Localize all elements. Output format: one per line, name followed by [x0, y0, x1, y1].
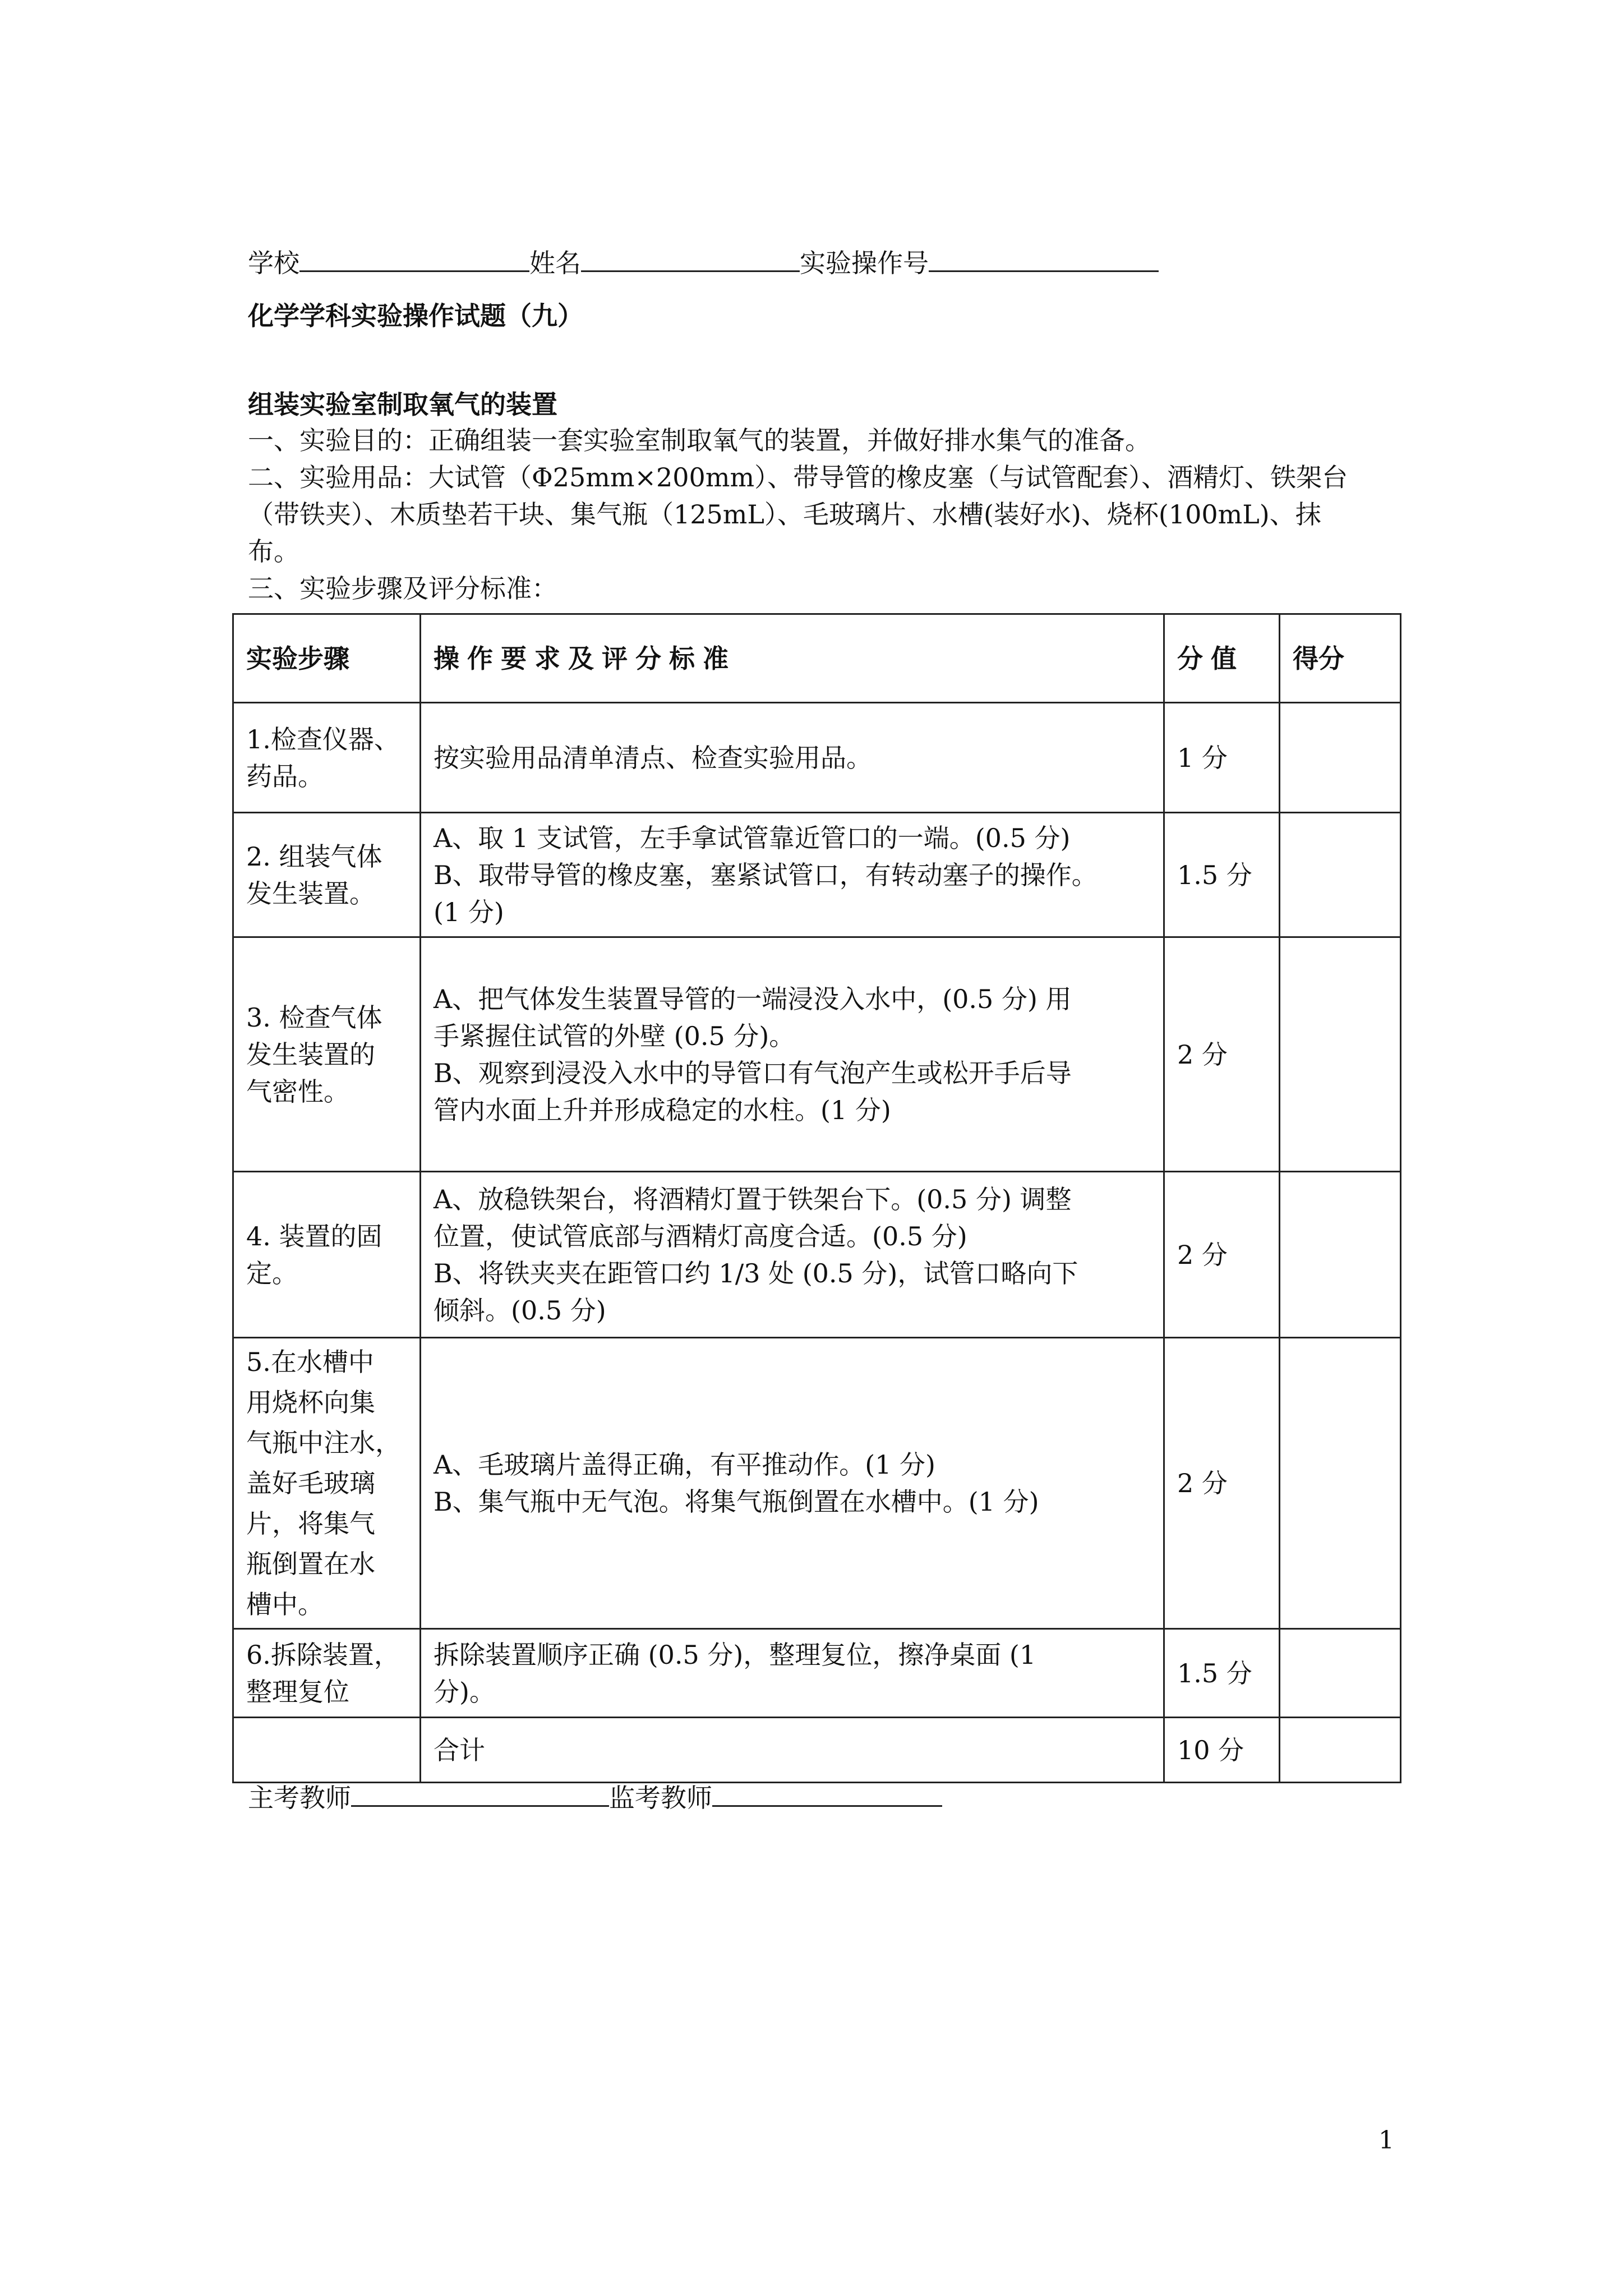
- score-cell: 2 分: [1164, 937, 1280, 1172]
- table-row: [233, 1629, 1401, 1718]
- obtained-cell[interactable]: [1280, 1172, 1401, 1338]
- total-score-cell: 10 分: [1164, 1718, 1280, 1783]
- header-step: 实验步骤: [233, 614, 421, 703]
- table-row: [233, 703, 1401, 813]
- proctor-label: 监考教师: [609, 1783, 712, 1813]
- obtained-cell[interactable]: [1280, 703, 1401, 813]
- purpose-text: 一、实验目的：正确组装一套实验室制取氧气的装置，并做好排水集气的准备。: [248, 425, 1151, 455]
- criteria-cell: A、毛玻璃片盖得正确，有平推动作。(1 分) B、集气瓶中无气泡。将集气瓶倒置在水槽中。(1 分): [421, 1338, 1164, 1629]
- score-cell: 1.5 分: [1164, 813, 1280, 937]
- exam-title: 化学学科实验操作试题（九）: [248, 301, 583, 331]
- criteria-cell: 拆除装置顺序正确 (0.5 分)，整理复位，擦净桌面 (1 分)。: [421, 1629, 1164, 1718]
- criteria-cell: A、把气体发生装置导管的一端浸没入水中，(0.5 分) 用 手紧握住试管的外壁 (0.5 分)。 B、观察到浸没入水中的导管口有气泡产生或松开手后导 管内水面上升并形成稳定的水柱。(1 分): [421, 937, 1164, 1172]
- op-no-label: 实验操作号: [800, 248, 929, 278]
- table-row: [233, 937, 1401, 1172]
- table-header-row: [233, 614, 1401, 703]
- page-number: 1: [1378, 2126, 1394, 2155]
- obtained-cell[interactable]: [1280, 1629, 1401, 1718]
- header-fields: [248, 245, 1159, 282]
- obtained-cell[interactable]: [1280, 937, 1401, 1172]
- step-cell: 3. 检查气体 发生装置的 气密性。: [233, 937, 421, 1172]
- scoring-table: [232, 613, 1401, 1783]
- school-label: 学校: [248, 248, 299, 278]
- score-cell: 2 分: [1164, 1338, 1280, 1629]
- step-cell: 6.拆除装置， 整理复位: [233, 1629, 421, 1718]
- materials-line-3: 布。: [248, 536, 299, 567]
- step-cell: 5.在水槽中 用烧杯向集 气瓶中注水， 盖好毛玻璃 片，将集气 瓶倒置在水 槽中。: [233, 1338, 421, 1629]
- table-total-row: [233, 1718, 1401, 1783]
- header-criteria: 操作要求及评分标准: [421, 614, 1164, 703]
- materials-line-1: 二、实验用品：大试管（Φ25mm×200mm）、带导管的橡皮塞（与试管配套）、酒精灯、铁架台: [248, 462, 1348, 493]
- criteria-cell: A、取 1 支试管，左手拿试管靠近管口的一端。(0.5 分) B、取带导管的橡皮塞，塞紧试管口，有转动塞子的操作。 (1 分): [421, 813, 1164, 937]
- criteria-cell: A、放稳铁架台，将酒精灯置于铁架台下。(0.5 分) 调整 位置，使试管底部与酒精灯高度合适。(0.5 分) B、将铁夹夹在距管口约 1/3 处 (0.5 分)，试管口略向下 倾斜。(0.5 分): [421, 1172, 1164, 1338]
- materials-line-2: （带铁夹）、木质垫若干块、集气瓶（125mL）、毛玻璃片、水槽(装好水)、烧杯(100mL)、抹: [248, 499, 1321, 530]
- table-row: [233, 1172, 1401, 1338]
- school-blank[interactable]: [299, 248, 529, 272]
- criteria-cell: 按实验用品清单清点、检查实验用品。: [421, 703, 1164, 813]
- name-blank[interactable]: [581, 248, 800, 272]
- obtained-cell[interactable]: [1280, 1718, 1401, 1783]
- footer-signatures: [248, 1779, 942, 1816]
- table-row: [233, 1338, 1401, 1629]
- step-cell: [233, 1718, 421, 1783]
- header-score: 分值: [1164, 614, 1280, 703]
- step-cell: 4. 装置的固 定。: [233, 1172, 421, 1338]
- score-cell: 2 分: [1164, 1172, 1280, 1338]
- experiment-title: 组装实验室制取氧气的装置: [248, 389, 557, 420]
- step-cell: 2. 组装气体 发生装置。: [233, 813, 421, 937]
- proctor-blank[interactable]: [712, 1783, 942, 1807]
- obtained-cell[interactable]: [1280, 813, 1401, 937]
- chief-examiner-label: 主考教师: [248, 1783, 351, 1813]
- table-row: [233, 813, 1401, 937]
- chief-examiner-blank[interactable]: [351, 1783, 609, 1807]
- header-obtained: 得分: [1280, 614, 1401, 703]
- name-label: 姓名: [529, 248, 581, 278]
- score-cell: 1 分: [1164, 703, 1280, 813]
- step-cell: 1.检查仪器、 药品。: [233, 703, 421, 813]
- score-cell: 1.5 分: [1164, 1629, 1280, 1718]
- obtained-cell[interactable]: [1280, 1338, 1401, 1629]
- op-no-blank[interactable]: [929, 248, 1159, 272]
- total-label-cell: 合计: [421, 1718, 1164, 1783]
- steps-heading: 三、实验步骤及评分标准：: [248, 573, 557, 604]
